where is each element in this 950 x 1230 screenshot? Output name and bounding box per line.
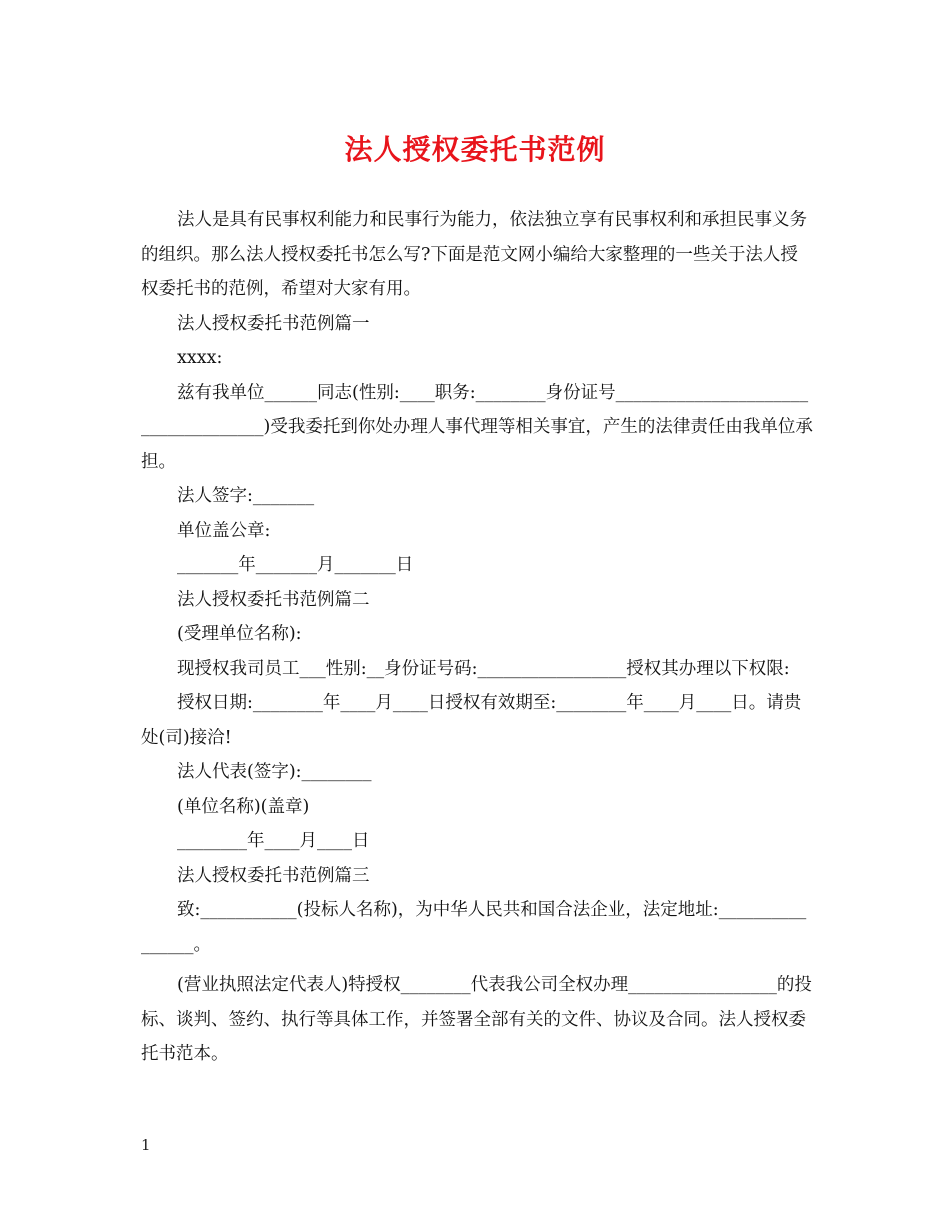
document-body	[141, 203, 813, 1072]
page-number: 1	[141, 1136, 151, 1154]
authorization-paragraph-3: (营业执照法定代表人)特授权________代表我公司全权办理_________________的投标、谈判、签约、执行等具体工作，并签署全部有关的文件、协议及合同。法人授权委托书范本。	[141, 975, 812, 1064]
intro-paragraph: 法人是具有民事权利能力和民事行为能力，依法独立享有民事权利和承担民事义务的组织。那么法人授权委托书怎么写?下面是范文网小编给大家整理的一些关于法人授权委托书的范例，希望对大家有用。	[141, 210, 807, 299]
document-title: 法人授权委托书范例	[344, 133, 606, 166]
section-heading-2: 法人授权委托书范例篇二	[177, 589, 370, 610]
section-heading-3: 法人授权委托书范例篇三	[177, 865, 370, 886]
date-line-1: _______年_______月_______日	[177, 555, 414, 575]
recipient-line: xxxx:	[177, 348, 223, 368]
authorization-paragraph-1: 兹有我单位______同志(性别:____职务:________身份证号____________________________________)受我委托到你处办理人事代理等相关事宜，产生的法律责任由我单位承担。	[141, 382, 813, 472]
unit-stamp-line: (单位名称)(盖章)	[177, 796, 310, 817]
authorization-paragraph-2: 现授权我司员工___性别:__身份证号码:_________________授权其办理以下权限:	[177, 658, 790, 679]
bidder-address-paragraph: 致:___________(投标人名称)，为中华人民共和国合法企业，法定地址:________________。	[141, 900, 807, 955]
authorization-period-paragraph: 授权日期:________年____月____日授权有效期至:________年____月____日。请贵处(司)接洽!	[141, 693, 802, 748]
representative-signature-line: 法人代表(签字):________	[177, 762, 372, 782]
company-seal-line: 单位盖公章:	[177, 520, 271, 541]
date-line-2: ________年____月____日	[177, 831, 370, 851]
section-heading-1: 法人授权委托书范例篇一	[177, 313, 370, 334]
legal-signature-line: 法人签字:_______	[177, 486, 315, 506]
receiving-unit-line: (受理单位名称):	[177, 624, 302, 644]
